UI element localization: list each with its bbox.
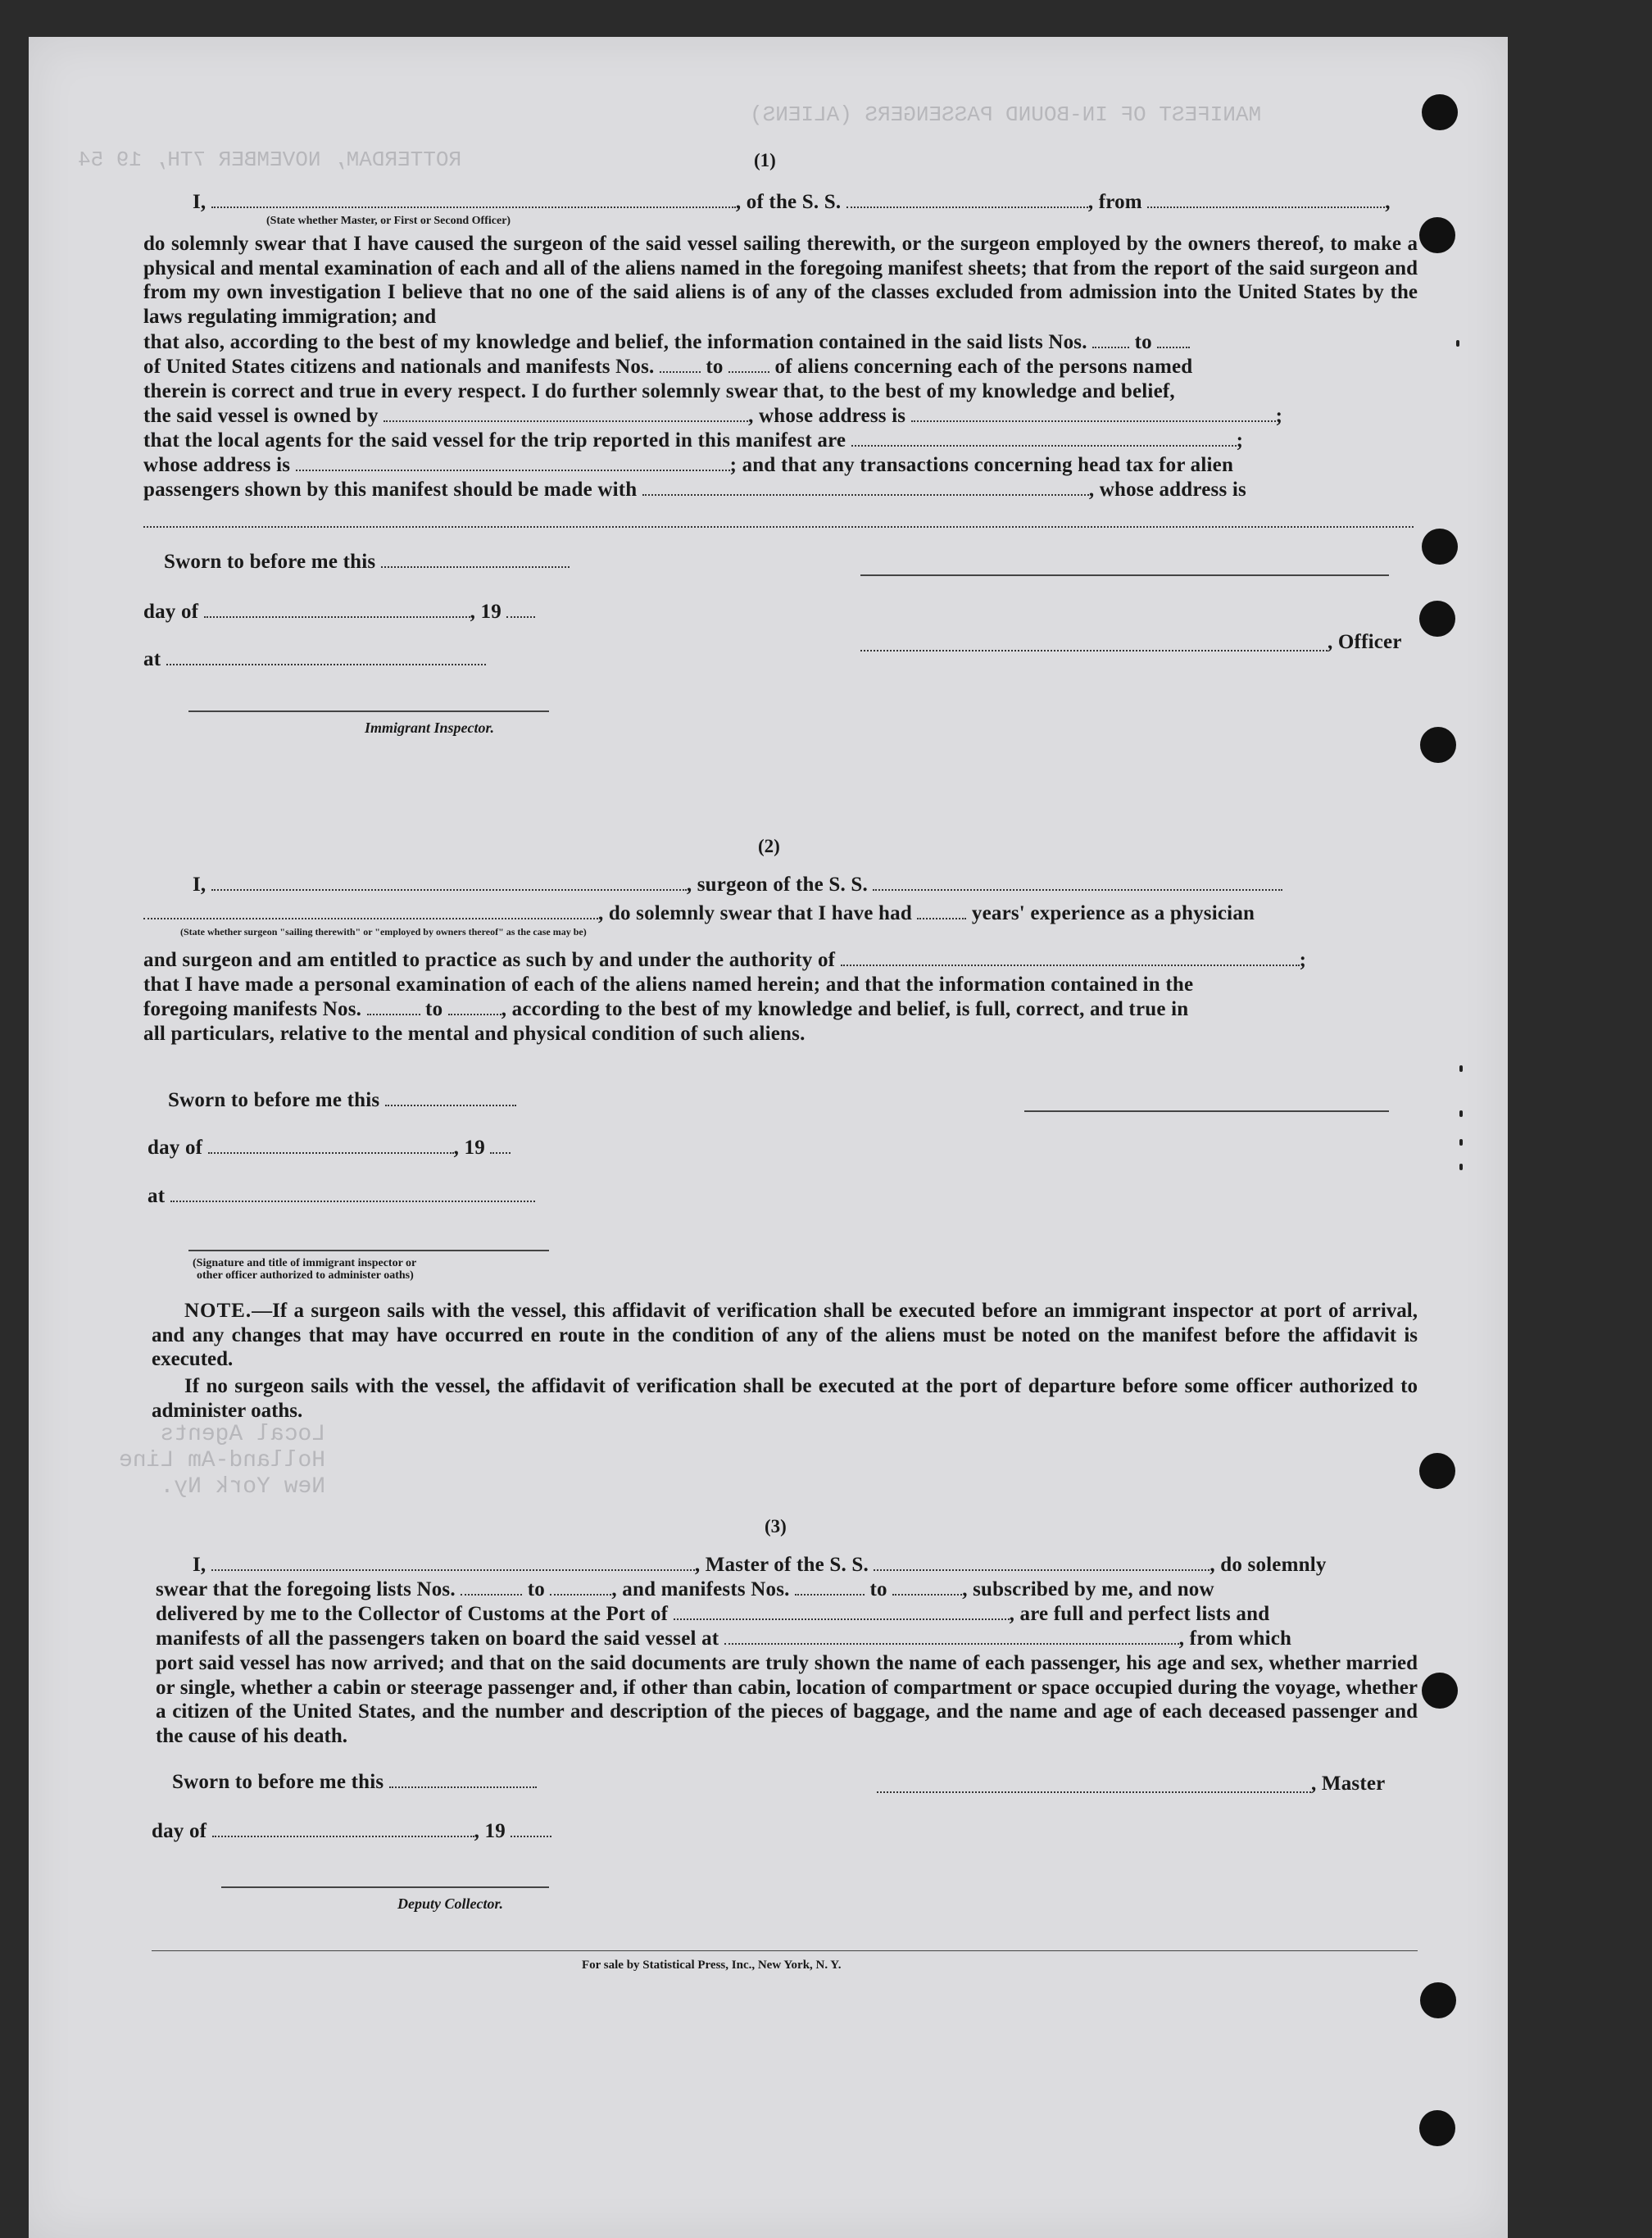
agents-address-blank[interactable]	[296, 455, 730, 471]
port-blank[interactable]	[674, 1604, 1010, 1620]
surgeon-vessel-blank[interactable]	[873, 874, 1282, 891]
margin-mark	[1459, 1164, 1463, 1170]
bleed-through-text: ROTTERDAM, NOVEMBER 7TH, 19 54	[78, 148, 462, 172]
sworn-line	[164, 550, 570, 574]
section-number: (3)	[765, 1516, 787, 1537]
text: , whose address is	[748, 405, 906, 427]
text: passengers shown by this manifest should be made with	[143, 479, 638, 501]
text: I,	[193, 1554, 206, 1576]
text: , 19	[474, 1820, 506, 1842]
text: foregoing manifests Nos.	[143, 998, 362, 1020]
section-number: (1)	[754, 150, 776, 170]
official-signature-line[interactable]	[188, 1250, 549, 1251]
punch-hole	[1422, 529, 1458, 565]
manifests-line	[143, 355, 1192, 379]
manifest-back-page	[29, 37, 1508, 2238]
note-paragraph-2	[152, 1374, 1418, 1423]
text: day of	[148, 1137, 203, 1159]
correct-line: therein is correct and true in every respect. I do further solemnly swear that, to the best of my knowledge and belief,	[143, 380, 1175, 402]
note-label: NOTE.	[184, 1300, 252, 1322]
margin-mark	[1459, 1139, 1463, 1146]
surgeon-signature-line[interactable]	[1024, 1110, 1389, 1112]
place-blank[interactable]	[170, 1186, 535, 1202]
surgeon-manifests-to-blank[interactable]	[448, 999, 502, 1015]
officer-title-blank[interactable]	[860, 650, 1328, 651]
examination-line: that I have made a personal examination of each of the aliens named herein; and that the information contained in the	[143, 974, 1194, 996]
owner-blank[interactable]	[384, 406, 748, 422]
margin-mark	[1456, 340, 1459, 347]
manifests-to-blank[interactable]	[728, 356, 769, 373]
manifests-line	[156, 1627, 1291, 1651]
punch-hole	[1422, 1673, 1458, 1709]
text: manifests of all the passengers taken on board the said vessel at	[156, 1627, 719, 1650]
text: to	[1134, 331, 1152, 353]
text: swear that the foregoing lists Nos.	[156, 1578, 456, 1600]
at-line	[143, 647, 486, 672]
address-blank-line[interactable]	[143, 526, 1414, 528]
text: Sworn to before me this	[168, 1089, 380, 1111]
section-number: (2)	[758, 836, 780, 856]
inspector-label: Immigrant Inspector.	[365, 720, 495, 736]
master-paragraph: port said vessel has now arrived; and that on the said documents are truly shown the name of each passenger, his age and sex, whether married or single, whether a cabin or steerage passenger and, if other than cabin, location of compartment or space occupied during the voyage, whether a citizen of the United States, and the number and description of the pieces of baggage, and the name and age of each deceased passenger and the cause of his death.	[156, 1652, 1418, 1747]
master-oath-line	[193, 190, 1391, 215]
manifests-to-blank[interactable]	[892, 1579, 962, 1596]
margin-mark	[1459, 1065, 1463, 1072]
text: to	[706, 356, 724, 378]
collector-label: Deputy Collector.	[397, 1895, 503, 1912]
year-blank[interactable]	[490, 1137, 511, 1154]
text: , of the S. S.	[735, 191, 842, 213]
manifests-from-blank[interactable]	[795, 1579, 865, 1596]
note-text: If no surgeon sails with the vessel, the affidavit of verification shall be executed at the port of departure before some officer authorized to administer oaths.	[152, 1375, 1418, 1422]
punch-hole	[1420, 1982, 1456, 2018]
master-vessel-blank[interactable]	[874, 1555, 1210, 1571]
day-of-line	[152, 1819, 551, 1844]
text: , do solemnly	[1210, 1554, 1327, 1576]
surgeon-status-blank[interactable]	[143, 903, 598, 919]
surgeon-name-blank[interactable]	[211, 874, 687, 891]
officer-label: , Officer	[1328, 631, 1402, 653]
text: of aliens concerning each of the persons named	[774, 356, 1193, 378]
text: years' experience as a physician	[971, 902, 1255, 924]
text: , from	[1087, 191, 1142, 213]
lists-from-blank[interactable]	[461, 1579, 522, 1596]
text: Sworn to before me this	[164, 551, 376, 573]
text: ,	[1385, 191, 1391, 213]
printer-credit: For sale by Statistical Press, Inc., New York, N. Y.	[582, 1959, 842, 1972]
day-of-line	[143, 600, 535, 624]
foregoing-line	[143, 997, 1188, 1022]
officer-signature-line[interactable]	[860, 574, 1389, 576]
day-of-line	[148, 1136, 511, 1160]
owner-address-blank[interactable]	[911, 406, 1276, 422]
text: at	[143, 648, 161, 670]
manifests-from-blank[interactable]	[660, 356, 701, 373]
departure-port-blank[interactable]	[1147, 192, 1385, 208]
signature-caption: other officer authorized to administer oaths)	[197, 1269, 414, 1282]
text: at	[148, 1185, 166, 1207]
sworn-day-blank[interactable]	[381, 552, 570, 568]
text: , 19	[470, 601, 502, 623]
month-blank[interactable]	[212, 1821, 474, 1837]
authority-blank[interactable]	[841, 950, 1300, 966]
lists-from-blank[interactable]	[1092, 332, 1129, 348]
owned-line	[143, 404, 1282, 429]
text: Sworn to before me this	[172, 1771, 384, 1793]
surgeon-manifests-from-blank[interactable]	[367, 999, 420, 1015]
punch-hole	[1419, 1453, 1455, 1489]
agents-blank[interactable]	[851, 430, 1237, 447]
text: to	[425, 998, 443, 1020]
text: , whose address is	[1088, 479, 1246, 501]
text: ;	[1236, 429, 1244, 452]
text: day of	[152, 1820, 207, 1842]
caption-surgeon: (State whether surgeon "sailing therewith" or "employed by owners thereof" as the case may be)	[180, 926, 587, 937]
delivered-line	[156, 1602, 1269, 1627]
lists-to-blank[interactable]	[1157, 332, 1190, 348]
head-tax-party-blank[interactable]	[642, 479, 1089, 496]
embark-port-blank[interactable]	[724, 1628, 1179, 1645]
note-paragraph	[152, 1299, 1418, 1372]
text: , according to the best of my knowledge and belief, is full, correct, and true in	[501, 998, 1189, 1020]
signature-caption: (Signature and title of immigrant inspector or	[193, 1257, 417, 1269]
text: ; and that any transactions concerning head tax for alien	[729, 454, 1234, 476]
margin-mark	[1459, 1110, 1463, 1117]
sworn-day-blank[interactable]	[389, 1772, 537, 1788]
place-blank[interactable]	[166, 649, 486, 665]
sworn-line	[172, 1770, 537, 1795]
caption-officer: (State whether Master, or First or Second Officer)	[266, 215, 511, 227]
text: , do solemnly swear that I have had	[598, 902, 912, 924]
text: the said vessel is owned by	[143, 405, 379, 427]
passengers-line	[143, 478, 1246, 502]
inspector-signature-line[interactable]	[188, 710, 549, 712]
text: and surgeon and am entitled to practice as such by and under the authority of	[143, 949, 836, 971]
experience-line	[143, 901, 1255, 926]
punch-hole	[1420, 727, 1456, 763]
surgeon-oath-line	[193, 873, 1282, 897]
text: , subscribed by me, and now	[962, 1578, 1214, 1600]
master-line	[193, 1553, 1327, 1577]
bleed-through-text: MANIFEST OF IN-BOUND PASSENGERS (ALIENS)	[750, 102, 1262, 127]
year-blank[interactable]	[511, 1821, 551, 1837]
whose-address-line	[143, 453, 1233, 478]
master-name-blank[interactable]	[211, 1555, 695, 1571]
text: to	[869, 1578, 887, 1600]
at-line	[148, 1184, 535, 1209]
year-blank[interactable]	[506, 601, 535, 618]
text: , from which	[1178, 1627, 1292, 1650]
punch-hole	[1419, 601, 1455, 637]
text: delivered by me to the Collector of Customs at the Port of	[156, 1603, 669, 1625]
sworn-day-blank[interactable]	[385, 1090, 516, 1106]
month-blank[interactable]	[204, 601, 470, 618]
sworn-line	[168, 1088, 516, 1113]
collector-signature-line[interactable]	[221, 1886, 549, 1888]
officer-name-blank[interactable]	[211, 192, 736, 208]
text: , and manifests Nos.	[611, 1578, 790, 1600]
agents-line	[143, 429, 1243, 453]
text: , are full and perfect lists and	[1009, 1603, 1270, 1625]
text: ;	[1275, 405, 1283, 427]
text: I,	[193, 874, 206, 896]
vessel-name-blank[interactable]	[846, 192, 1088, 208]
text: that also, according to the best of my knowledge and belief, the information contained in the said lists Nos.	[143, 331, 1087, 353]
text: to	[527, 1578, 545, 1600]
master-label: , Master	[1311, 1773, 1386, 1795]
punch-hole	[1419, 2110, 1455, 2146]
years-blank[interactable]	[917, 903, 966, 919]
lists-to-blank[interactable]	[550, 1579, 611, 1596]
footer-rule	[152, 1950, 1418, 1951]
text: day of	[143, 601, 199, 623]
text: I,	[193, 191, 206, 213]
oath-paragraph: do solemnly swear that I have caused the surgeon of the said vessel sailing therewith, or the surgeon employed by the owners thereof, to make a physical and mental examination of each and all of the aliens named in the foregoing manifest sheets; that from the report of the said surgeon and from my own investigation I believe that no one of the said aliens is of any of the classes excluded from admission into the United States by the laws regulating immigration; and	[143, 233, 1418, 328]
punch-hole	[1419, 217, 1455, 253]
text: whose address is	[143, 454, 291, 476]
authority-line	[143, 948, 1306, 973]
note-text: —If a surgeon sails with the vessel, this affidavit of verification shall be executed before an immigrant inspector at port of arrival, and any changes that may have occurred en route in the condition of any of the aliens must be noted on the manifest before the affidavit is executed.	[152, 1300, 1418, 1371]
particulars-line: all particulars, relative to the mental and physical condition of such aliens.	[143, 1023, 806, 1045]
text: ;	[1299, 949, 1307, 971]
lists-line	[143, 330, 1190, 355]
text: that the local agents for the said vessel for the trip reported in this manifest are	[143, 429, 846, 452]
text: , surgeon of the S. S.	[686, 874, 868, 896]
bleed-through-text: Local Agents Holland-Am Line New York Ny.	[119, 1422, 326, 1500]
punch-hole	[1422, 94, 1458, 130]
text: , 19	[453, 1137, 485, 1159]
text: , Master of the S. S.	[694, 1554, 869, 1576]
month-blank[interactable]	[208, 1137, 454, 1154]
swear-line	[156, 1577, 1214, 1602]
master-signature-line[interactable]	[877, 1791, 1311, 1793]
text: of United States citizens and nationals and manifests Nos.	[143, 356, 655, 378]
